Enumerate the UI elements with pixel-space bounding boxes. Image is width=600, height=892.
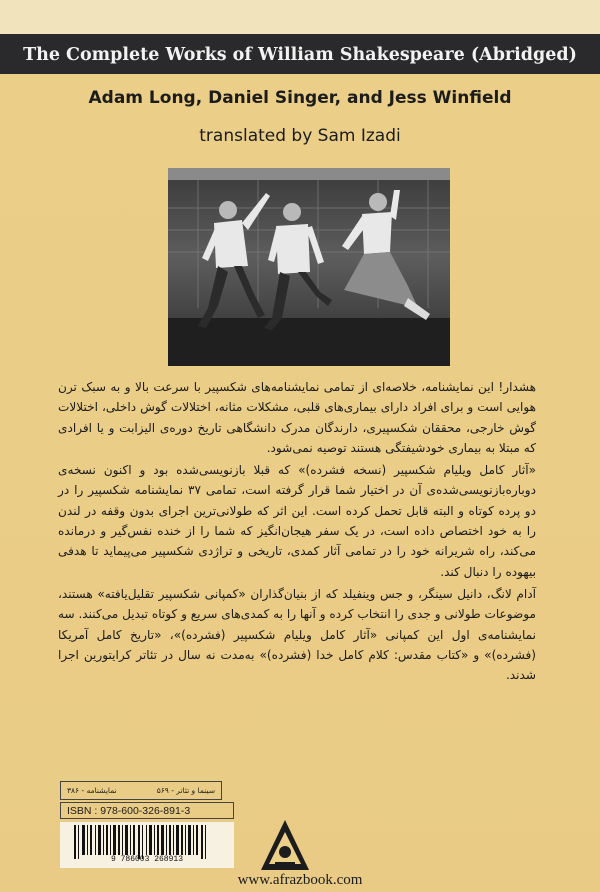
about-authors-paragraph: آدام لانگ، دانیل سینگر، و جس وینفیلد که از بنیان‌گذاران «کمپانی شکسپیر تقلیل‌یافته» هستند، موضوعات طولانی و جدی را انتخاب کرده و آنها را به کمدی‌های سریع و کوتاه تبدیل می‌کنند. سه نمایشنامه‌ی اول این کمپانی «آثار کامل ویلیام شکسپیر (فشرده)»، «تاریخ کامل آمریکا (فشرده)» و «کتاب مقدس: کلام کامل خدا (فشرده)» به‌مدت نه سال در تئاتر کرایتورین اجرا شدند. <box>58 586 536 683</box>
series-info-box <box>60 781 222 800</box>
performance-photo <box>168 168 450 366</box>
authors: Adam Long, Daniel Singer, and Jess Winfield <box>88 88 512 108</box>
series-cinema-theatre: سینما و تئاتر - ۵۶۹ <box>156 786 215 795</box>
book-title: The Complete Works of William Shakespeare (Abridged) <box>23 45 577 65</box>
cover-top-edge <box>0 0 600 34</box>
warning-paragraph: هشدار! این نمایشنامه، خلاصه‌ای از تمامی نمایشنامه‌های شکسپیر با سرعت بالا و به سبک ترن هوایی است و برای افراد دارای بیماری‌های قلبی، مشکلات مثانه، اختلالات گوش داخلی، اختلالات گوش خارجی، محققان شکسپیری، دارندگان مدرک دانشگاهی تاریخ دوره‌ی الیزابت و یا افرادی که مبتلا به بیماری خودشیفتگی هستند توصیه نمی‌شود. <box>58 380 536 455</box>
about-book-paragraph: «آثار کامل ویلیام شکسپیر (نسخه فشرده)» که قبلا بازنویسی‌شده بود و اکنون نسخه‌ی دوباره‌بازنویسی‌شده‌ی آن در اختیار شما قرار گرفته است، تمامی ۳۷ نمایشنامه شکسپیر را در دو پرده کوتاه و البته قابل تحمل کرده است. این اثر که طولانی‌ترین اجرای بدون وقفه در لندن را به خود اختصاص داده است، در یک سفر هیجان‌انگیز که شما را از خنده نفس‌گیر و درمانده می‌کند، راه شریرانه خود را در تمامی آثار کمدی، تاریخی و تراژدی شکسپیر می‌پیماید تا هدفی بیهوده را دنبال کند. <box>58 463 536 579</box>
back-cover-description <box>58 377 536 685</box>
publisher-logo <box>257 818 313 874</box>
translator-credit: translated by Sam Izadi <box>199 126 401 146</box>
isbn-label: ISBN : 978-600-326-891-3 <box>60 802 234 819</box>
series-drama: نمایشنامه - ۳۸۶ <box>67 786 117 795</box>
barcode-number: 9 786003 268913 <box>110 855 183 864</box>
publisher-website[interactable]: www.afrazbook.com <box>237 872 363 888</box>
